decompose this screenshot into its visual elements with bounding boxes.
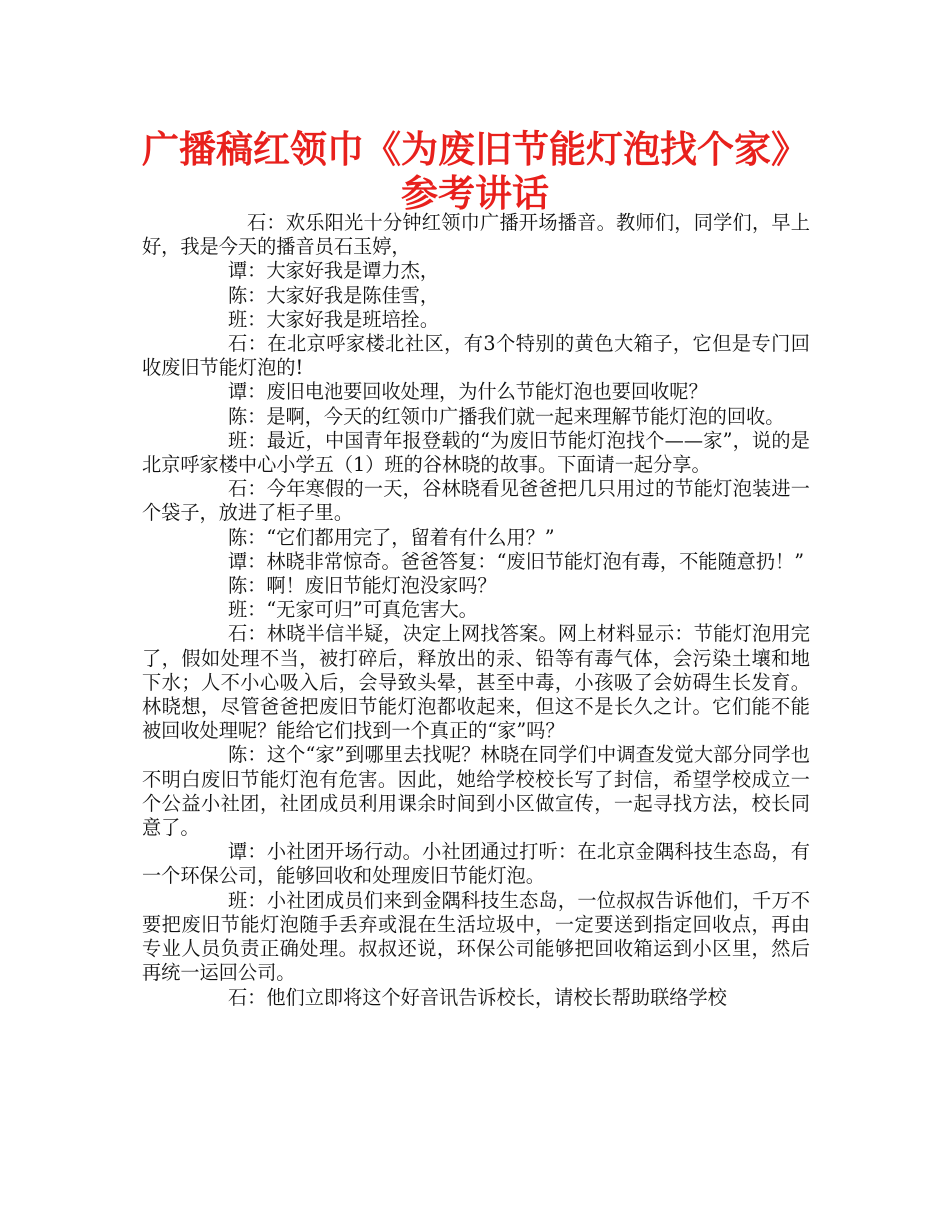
paragraph: 石：今年寒假的一天，谷林晓看见爸爸把几只用过的节能灯泡装进一个袋子，放进了柜子里。 bbox=[142, 477, 810, 525]
paragraph: 陈：是啊，今天的红领巾广播我们就一起来理解节能灯泡的回收。 bbox=[228, 404, 785, 428]
paragraph: 班：“无家可归”可真危害大。 bbox=[228, 598, 478, 622]
paragraph: 石：在北京呼家楼北社区，有3个特别的黄色大箱子，它但是专门回收废旧节能灯泡的! bbox=[142, 332, 810, 380]
paragraph: 班：大家好我是班培拴。 bbox=[228, 307, 440, 331]
paragraph: 班：小社团成员们来到金隅科技生态岛，一位叔叔告诉他们，千万不要把废旧节能灯泡随手丢弃或混在生活垃圾中，一定要送到指定回收点，再由专业人员负责正确处理。叔叔还说，环保公司能够把回收箱运到小区里，然后再统一运回公司。 bbox=[142, 888, 810, 985]
paragraph: 石：欢乐阳光十分钟红领巾广播开场播音。教师们，同学们，早上好，我是今天的播音员石玉婷， bbox=[142, 211, 810, 259]
paragraph: 陈：“它们都用完了，留着有什么用？” bbox=[228, 525, 555, 549]
paragraph: 陈：大家好我是陈佳雪， bbox=[228, 283, 440, 307]
paragraph: 陈：这个“家”到哪里去找呢？林晓在同学们中调查发觉大部分同学也不明白废旧节能灯泡有危害。因此，她给学校校长写了封信，希望学校成立一个公益小社团，社团成员利用课余时间到小区做宣传，一起寻找方法，校长同意了。 bbox=[142, 743, 810, 840]
document-body bbox=[142, 211, 810, 1010]
paragraph: 石：他们立即将这个好音讯告诉校长，请校长帮助联络学校 bbox=[228, 985, 727, 1009]
paragraph: 陈：啊！废旧节能灯泡没家吗？ bbox=[228, 574, 497, 598]
paragraph: 谭：小社团开场行动。小社团通过打听：在北京金隅科技生态岛，有一个环保公司，能够回收和处理废旧节能灯泡。 bbox=[142, 840, 810, 888]
paragraph: 班：最近，中国青年报登载的“为废旧节能灯泡找个——家”，说的是北京呼家楼中心小学五（1）班的谷林晓的故事。下面请一起分享。 bbox=[142, 428, 810, 477]
paragraph: 谭：大家好我是谭力杰， bbox=[228, 259, 440, 283]
document-title-line-2: 参考讲话 bbox=[401, 172, 549, 215]
paragraph: 谭：废旧电池要回收处理，为什么节能灯泡也要回收呢？ bbox=[228, 380, 708, 404]
paragraph: 石：林晓半信半疑，决定上网找答案。网上材料显示：节能灯泡用完了，假如处理不当，被打碎后，释放出的汞、铅等有毒气体，会污染土壤和地下水；人不小心吸入后，会导致头晕，甚至中毒，小孩吸了会妨碍生长发育。林晓想，尽管爸爸把废旧节能灯泡都收起来，但这不是长久之计。它们能不能被回收处理呢？能给它们找到一个真正的“家”吗？ bbox=[142, 622, 810, 743]
document-title-line-1: 广播稿红领巾《为废旧节能灯泡找个家》 bbox=[142, 128, 808, 171]
paragraph: 谭：林晓非常惊奇。爸爸答复：“废旧节能灯泡有毒，不能随意扔！” bbox=[228, 549, 805, 573]
